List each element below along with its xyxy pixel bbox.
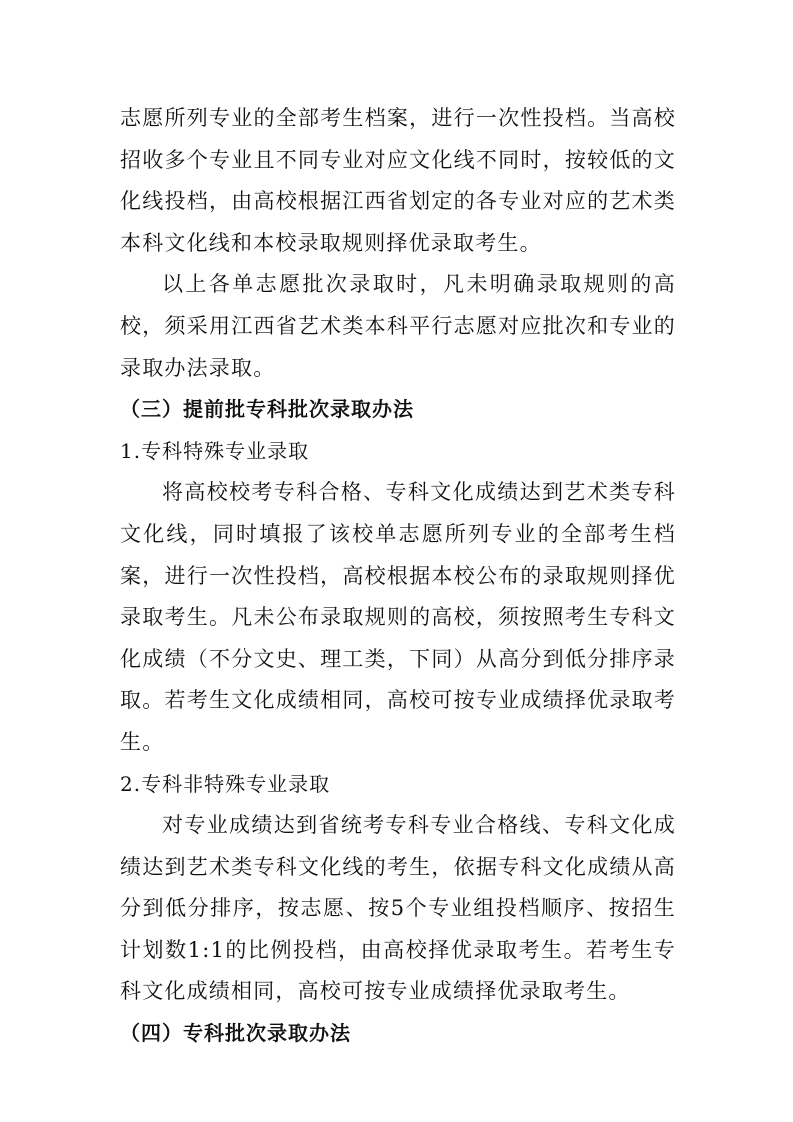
paragraph-continuation: 志愿所列专业的全部考生档案，进行一次性投档。当高校招收多个专业且不同专业对应文化线不同时，按较低的文化线投档，由高校根据江西省划定的各专业对应的艺术类本科文化线和本校录取规则择优录取考生。 [120, 106, 676, 255]
paragraph-special-majors: 将高校校考专科合格、专科文化成绩达到艺术类专科文化线，同时填报了该校单志愿所列专业的全部考生档案，进行一次性投档，高校根据本校公布的录取规则择优录取考生。凡未公布录取规则的高校，须按照考生专科文化成绩（不分文史、理工类，下同）从高分到低分排序录取。若考生文化成绩相同，高校可按专业成绩择优录取考生。 [120, 480, 676, 754]
section-heading-3: （三）提前批专科批次录取办法 [120, 397, 414, 422]
paragraph-non-special-majors: 对专业成绩达到省统考专科专业合格线、专科文化成绩达到艺术类专科文化线的考生，依据专科文化成绩从高分到低分排序，按志愿、按5个专业组投档顺序、按招生计划数1:1的比例投档，由高校择优录取考生。若考生专科文化成绩相同，高校可按专业成绩择优录取考生。 [120, 813, 676, 1004]
paragraph-unspecified-rules: 以上各单志愿批次录取时，凡未明确录取规则的高校，须采用江西省艺术类本科平行志愿对应批次和专业的录取办法录取。 [120, 272, 676, 380]
subheading-non-special-majors: 2.专科非特殊专业录取 [120, 771, 331, 796]
subheading-special-majors: 1.专科特殊专业录取 [120, 438, 310, 463]
document-page [120, 98, 676, 1055]
section-heading-4: （四）专科批次录取办法 [120, 1021, 351, 1046]
